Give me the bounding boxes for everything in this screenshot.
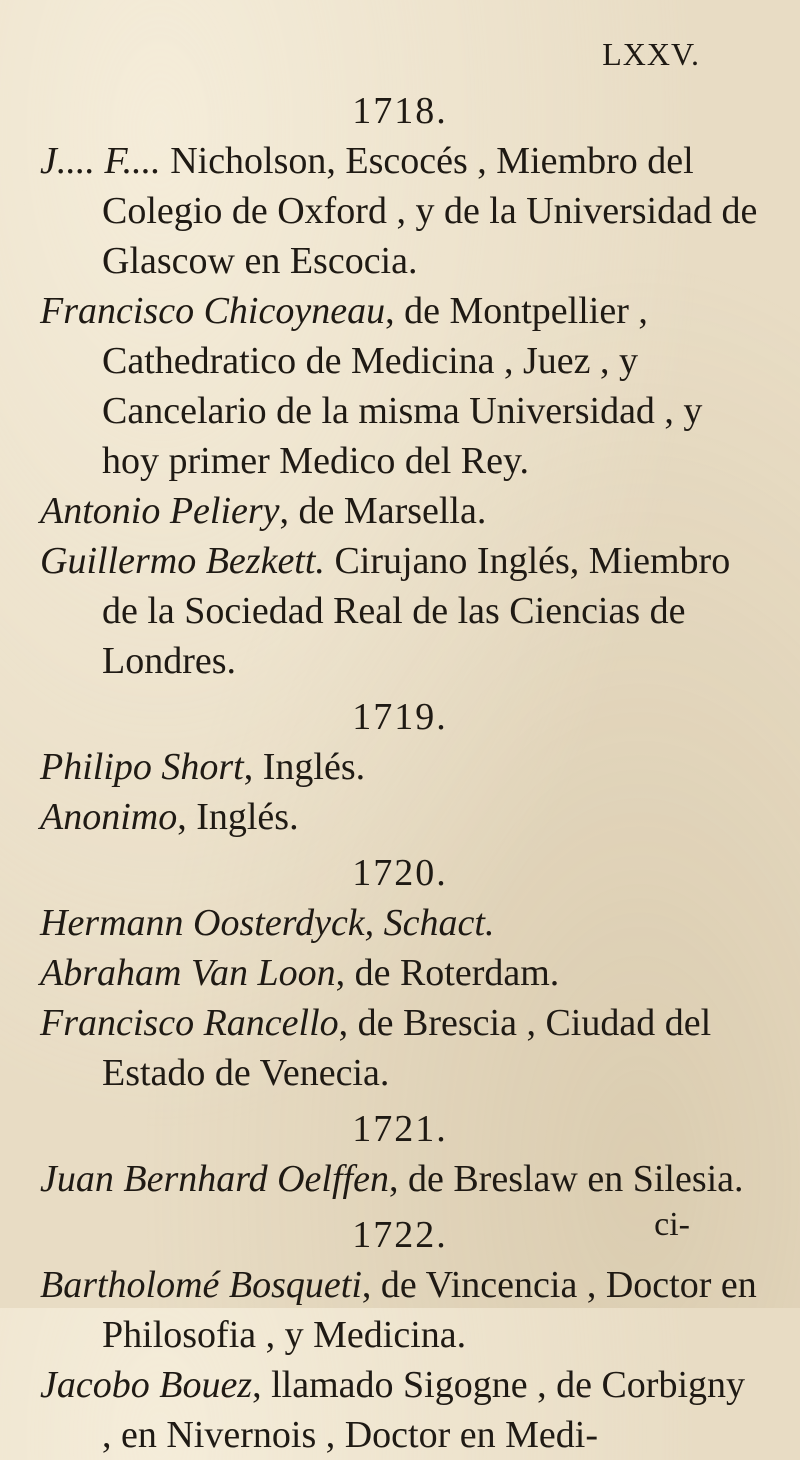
entry-name: Abraham Van Loon (40, 952, 336, 994)
page-number: LXXV. (602, 36, 700, 72)
entry-name: Hermann Oosterdyck (40, 902, 365, 944)
entry-text: , llamado Sigogne , de Corbigny , en Nivernois , Doctor en Medi- (102, 1364, 745, 1456)
entry-chicoyneau (40, 286, 760, 486)
entry-bosqueti (40, 1260, 760, 1360)
entry-name: J.... F.... (40, 140, 161, 182)
entry-bouez (40, 1360, 760, 1460)
entry-name: Anonimo (40, 796, 178, 838)
entry-oelffen (40, 1154, 760, 1204)
entry-bezkett (40, 536, 760, 686)
entry-text: , de Montpellier , Cathedratico de Medicina , Juez , y Cancelario de la misma Universidad , y hoy primer Medico del Rey. (102, 290, 703, 482)
entry-text: , Schact. (364, 902, 495, 944)
year-heading-1722: 1722. (352, 1214, 448, 1256)
entry-nicholson (40, 136, 760, 286)
entry-text: , de Breslaw en Silesia. (388, 1158, 744, 1200)
entry-anonimo (40, 792, 760, 842)
year-heading-1721: 1721. (352, 1108, 448, 1150)
year-heading-1719: 1719. (352, 696, 448, 738)
entry-rancello (40, 998, 760, 1098)
entry-text: , de Vincencia , Doctor en Philosofia , y Medicina. (102, 1264, 757, 1356)
entry-text: , de Roterdam. (335, 952, 560, 994)
entry-name: Juan Bernhard Oelffen (40, 1158, 389, 1200)
entry-surname: Nicholson (170, 140, 327, 182)
entry-name: Philipo Short (40, 746, 244, 788)
entry-oosterdyck (40, 898, 760, 948)
entry-name: Guillermo Bezkett. (40, 540, 325, 582)
entry-name: Bartholomé Bosqueti (40, 1264, 362, 1306)
year-heading-1718: 1718. (352, 90, 448, 132)
entry-name: Francisco Chicoyneau (40, 290, 386, 332)
catchword: ci- (654, 1206, 690, 1243)
entry-text: , de Marsella. (279, 490, 487, 532)
entry-name: Antonio Peliery (40, 490, 280, 532)
year-heading-1720: 1720. (352, 852, 448, 894)
entry-van-loon (40, 948, 760, 998)
entry-text: , de Brescia , Ciudad del Estado de Venecia. (102, 1002, 712, 1094)
entry-name: Francisco Rancello (40, 1002, 339, 1044)
entry-peliery (40, 486, 760, 536)
entry-short (40, 742, 760, 792)
page-content (40, 80, 760, 1460)
entry-text: , Inglés. (177, 796, 299, 838)
entry-text: , Escocés , Miembro del Colegio de Oxford , y de la Universidad de Glascow en Escocia. (102, 140, 758, 282)
entry-text: , Inglés. (243, 746, 366, 788)
entry-name: Jacobo Bouez (40, 1364, 253, 1406)
entry-text: Cirujano Inglés, Miembro de la Sociedad Real de las Ciencias de Londres. (102, 540, 731, 682)
